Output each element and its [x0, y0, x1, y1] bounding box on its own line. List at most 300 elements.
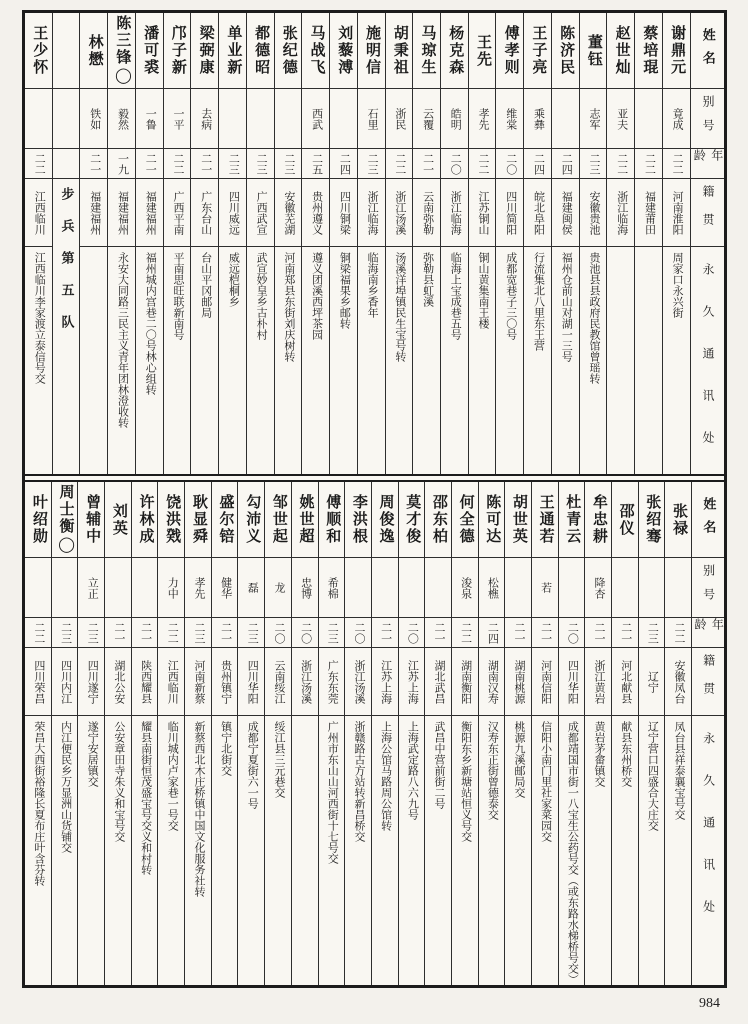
native-cell	[25, 648, 51, 716]
entry-age: 二一	[619, 621, 632, 644]
name-cell	[212, 482, 238, 558]
entry-age: 二三	[246, 621, 259, 644]
entry-alias: 松樵	[486, 576, 499, 599]
entry-age: 二一	[379, 621, 392, 644]
alias-cell	[319, 558, 345, 618]
name-cell	[505, 482, 531, 558]
age-cell	[552, 149, 579, 179]
native-cell	[505, 648, 531, 716]
entry-age: 二三	[646, 621, 659, 644]
age-cell	[164, 149, 191, 179]
entry-alias: 健华	[219, 576, 232, 599]
entry-native: 贵州镇宁	[219, 659, 232, 704]
registry-entry-column	[79, 13, 107, 474]
entry-address: 镇宁北街交	[219, 721, 232, 776]
entry-age: 二四	[338, 152, 351, 175]
entry-name: 马战飞	[308, 25, 325, 76]
entry-native: 广东台山	[199, 190, 212, 235]
entry-native: 浙江汤溪	[299, 659, 312, 704]
address-cell	[469, 247, 496, 474]
alias-cell	[52, 558, 78, 618]
entry-address: 新蔡西北木庄桥镇中国文化服务社转	[192, 721, 205, 897]
registry-entry-column	[329, 13, 357, 474]
age-cell	[607, 149, 634, 179]
address-cell	[372, 716, 398, 985]
entry-native: 浙江黄岩	[593, 659, 606, 704]
entry-name: 王少怀	[31, 25, 48, 76]
address-cell	[164, 247, 191, 474]
alias-cell	[665, 558, 691, 618]
entry-native: 四川荣昌	[32, 659, 45, 704]
registry-entry-column	[51, 482, 78, 985]
address-cell	[612, 716, 638, 985]
native-cell	[399, 648, 425, 716]
entry-alias: 忠博	[299, 576, 312, 599]
alias-cell	[413, 89, 440, 149]
age-cell	[559, 618, 585, 648]
entry-name: 傅顺和	[324, 494, 341, 545]
name-cell	[559, 482, 585, 558]
entry-age: 二二	[393, 152, 406, 175]
entry-native: 河北献县	[619, 659, 632, 704]
native-cell	[413, 179, 440, 247]
alias-cell	[25, 89, 52, 149]
entry-address: 行流集北八里东王营	[532, 252, 545, 351]
entry-age: 二一	[112, 621, 125, 644]
entry-alias: 志军	[587, 107, 600, 130]
address-cell	[639, 716, 665, 985]
entry-name: 勾沛义	[244, 494, 261, 545]
alias-cell	[302, 89, 329, 149]
name-cell	[105, 482, 131, 558]
registry-entry-column	[584, 482, 611, 985]
entry-alias: 浚泉	[459, 576, 472, 599]
entry-alias: 亚夫	[615, 107, 628, 130]
registry-entry-column	[523, 13, 551, 474]
entry-name: 耿显舜	[190, 494, 207, 545]
registry-entry-column	[504, 482, 531, 985]
entry-native: 浙江临海	[615, 190, 628, 235]
native-cell	[469, 179, 496, 247]
address-cell	[452, 716, 478, 985]
entry-age: 二三	[192, 621, 205, 644]
header-age-label: 年龄	[692, 149, 724, 167]
address-cell	[265, 716, 291, 985]
native-cell	[185, 648, 211, 716]
native-cell	[212, 648, 238, 716]
address-cell	[105, 716, 131, 985]
name-cell	[185, 482, 211, 558]
name-cell	[275, 13, 302, 89]
entry-alias: 西武	[310, 107, 323, 130]
entry-name: 傅孝则	[502, 25, 519, 76]
entry-name: 莫才俊	[404, 494, 421, 545]
registry-entry-column	[531, 482, 558, 985]
entry-address: 台山平冈邮局	[199, 252, 212, 318]
name-cell	[524, 13, 551, 89]
name-cell	[136, 13, 163, 89]
entry-native: 辽宁	[646, 670, 659, 693]
registry-entry-column	[301, 13, 329, 474]
age-cell	[108, 149, 135, 179]
native-cell	[191, 179, 218, 247]
name-cell	[330, 13, 357, 89]
entry-address: 平南思旺联新南号	[171, 252, 184, 340]
name-cell	[399, 482, 425, 558]
address-cell	[247, 247, 274, 474]
registry-entry-column	[558, 482, 585, 985]
native-cell	[105, 648, 131, 716]
header-address-label: 永久通讯处	[701, 732, 716, 942]
entry-address: 荣昌大西街裕隆长夏布庄叶含芬转	[32, 721, 45, 886]
entry-name: 曾辅中	[84, 494, 101, 545]
alias-cell	[25, 558, 51, 618]
name-cell	[302, 13, 329, 89]
name-cell	[639, 482, 665, 558]
native-cell	[663, 179, 690, 247]
address-cell	[607, 247, 634, 474]
age-cell	[399, 618, 425, 648]
alias-cell	[663, 89, 690, 149]
entry-address: 黄岩茅畲镇交	[593, 721, 606, 787]
entry-address: 内江便民乡万显洲山货铺交	[59, 721, 72, 853]
alias-cell	[191, 89, 218, 149]
entry-name: 盛尔锫	[217, 494, 234, 545]
alias-cell	[559, 558, 585, 618]
registry-entry-column	[157, 482, 184, 985]
entry-native: 广东东莞	[326, 659, 339, 704]
name-cell	[78, 482, 104, 558]
header-address-cell	[691, 247, 724, 474]
alias-cell	[292, 558, 318, 618]
age-cell	[532, 618, 558, 648]
entry-unit: 步兵第五队	[59, 187, 75, 347]
entry-address: 周家口永兴街	[671, 252, 684, 318]
address-cell	[238, 716, 264, 985]
entry-address: 铜山黄集南王楼	[477, 252, 490, 329]
alias-cell	[452, 558, 478, 618]
header-age-cell	[692, 618, 724, 648]
entry-name: 王子亮	[530, 25, 547, 76]
age-cell	[358, 149, 385, 179]
address-cell	[399, 716, 425, 985]
entry-age: 二一	[219, 621, 232, 644]
entry-alias: 降杏	[593, 576, 606, 599]
native-cell	[345, 648, 371, 716]
entry-alias: 一平	[171, 107, 184, 130]
entry-name: 张禄	[670, 502, 687, 537]
age-cell	[496, 149, 523, 179]
native-cell	[319, 648, 345, 716]
alias-cell	[78, 558, 104, 618]
native-cell	[639, 648, 665, 716]
entry-age: 二二	[166, 621, 179, 644]
entry-age: 二二	[171, 152, 184, 175]
name-cell	[452, 482, 478, 558]
entry-alias: 孝先	[192, 576, 205, 599]
entry-age: 二一	[513, 621, 525, 644]
entry-name: 邝子新	[169, 25, 186, 76]
registry-entry-column	[163, 13, 191, 474]
registry-entry-column	[344, 482, 371, 985]
address-cell	[212, 716, 238, 985]
registry-entry-column	[237, 482, 264, 985]
address-cell	[663, 247, 690, 474]
entry-age: 二二	[477, 152, 490, 175]
native-cell	[580, 179, 607, 247]
header-column	[690, 13, 724, 474]
entry-address: 汉寿东正街曾德泰交	[486, 721, 499, 820]
entry-age: 二一	[88, 152, 101, 175]
entry-age: 二〇	[272, 621, 285, 644]
entry-native: 福建闽侯	[560, 190, 573, 235]
entry-native: 四川威远	[227, 190, 240, 235]
registry-entry-column	[664, 482, 691, 985]
entry-name: 梁弼康	[197, 25, 214, 76]
name-cell	[238, 482, 264, 558]
entry-alias: 希棉	[326, 576, 339, 599]
address-cell	[345, 716, 371, 985]
address-cell	[78, 716, 104, 985]
address-cell	[552, 247, 579, 474]
registry-entry-column	[264, 482, 291, 985]
entry-age: 二三	[86, 621, 99, 644]
registry-table-top	[25, 13, 724, 476]
entry-address: 临海上宝成巷五号	[449, 252, 462, 340]
entry-age: 二二	[33, 152, 46, 175]
address-cell	[108, 247, 135, 474]
name-cell	[25, 13, 52, 89]
native-cell	[80, 179, 107, 247]
entry-name: 赵世灿	[613, 25, 630, 76]
native-cell	[607, 179, 634, 247]
address-cell	[219, 247, 246, 474]
name-cell	[372, 482, 398, 558]
header-native-cell	[692, 648, 724, 716]
entry-name: 谢鼎元	[669, 25, 686, 76]
age-cell	[191, 149, 218, 179]
address-cell	[524, 247, 551, 474]
entry-age: 二三	[255, 152, 268, 175]
entry-name: 杨克森	[447, 25, 464, 76]
entry-native: 湖南桃源	[513, 659, 525, 704]
entry-native: 浙江临海	[449, 190, 462, 235]
native-cell	[372, 648, 398, 716]
alias-cell	[585, 558, 611, 618]
entry-age: 二四	[532, 152, 545, 175]
entry-native: 四川铜梁	[338, 190, 351, 235]
entry-address: 上海公馆马路周公馆转	[379, 721, 392, 831]
registry-entry-column	[638, 482, 665, 985]
entry-name: 李洪根	[350, 494, 367, 545]
alias-cell	[635, 89, 662, 149]
entry-alias: 毅然	[116, 107, 129, 130]
entry-native: 福建福州	[88, 190, 101, 235]
registry-entry-column	[357, 13, 385, 474]
entry-native: 广西平南	[171, 190, 184, 235]
alias-cell	[479, 558, 505, 618]
entry-age: 二一	[139, 621, 152, 644]
registry-entry-column	[579, 13, 607, 474]
entry-name: 张绍骞	[644, 494, 661, 545]
entry-native: 浙江临海	[366, 190, 379, 235]
entry-age: 二〇	[504, 152, 517, 175]
entry-alias: 孝先	[477, 107, 490, 130]
alias-cell	[105, 558, 131, 618]
alias-cell	[53, 89, 80, 149]
entry-name: 陈济民	[558, 25, 575, 76]
address-cell	[191, 247, 218, 474]
entry-address: 凤台县祥泰襄宝号交	[673, 721, 686, 820]
entry-native: 安徽芜湖	[282, 190, 295, 235]
entry-age: 二三	[59, 621, 72, 644]
entry-address: 上海武定路八六九号	[406, 721, 419, 820]
address-cell	[80, 247, 107, 474]
registry-entry-column	[246, 13, 274, 474]
alias-cell	[345, 558, 371, 618]
entry-address: 公安章田寺朱义和宝号交	[112, 721, 125, 842]
entry-name: 邹世起	[270, 494, 287, 545]
entry-age: 二〇	[352, 621, 365, 644]
entry-name: 刘藜溥	[336, 25, 353, 76]
age-cell	[292, 618, 318, 648]
name-cell	[358, 13, 385, 89]
alias-cell	[425, 558, 451, 618]
age-cell	[25, 618, 51, 648]
entry-address: 广州市东山山河西街十七号交	[326, 721, 339, 864]
entry-native: 四川华阳	[246, 659, 259, 704]
entry-name: 董钰	[585, 33, 602, 68]
entry-alias: 一鲁	[144, 107, 157, 130]
entry-alias: 磊	[246, 582, 259, 593]
address-cell	[425, 716, 451, 985]
age-cell	[386, 149, 413, 179]
age-cell	[25, 149, 52, 179]
entry-address: 浙赣路古方站转新昌桥交	[352, 721, 365, 842]
unit-cell	[53, 179, 80, 474]
address-cell	[132, 716, 158, 985]
entry-address: 武昌中营前街二号	[432, 721, 445, 809]
native-cell	[635, 179, 662, 247]
address-cell	[479, 716, 505, 985]
entry-age: 二三	[326, 621, 339, 644]
entry-age: 二一	[199, 152, 212, 175]
alias-cell	[275, 89, 302, 149]
registry-entry-column	[385, 13, 413, 474]
registry-entry-column	[440, 13, 468, 474]
native-cell	[265, 648, 291, 716]
entry-address: 桃源九溪邮局交	[513, 721, 525, 798]
alias-cell	[108, 89, 135, 149]
registry-entry-column	[551, 13, 579, 474]
age-cell	[452, 618, 478, 648]
address-cell	[358, 247, 385, 474]
entry-name: 胡秉祖	[391, 25, 408, 76]
header-name-label: 姓名	[701, 496, 717, 543]
registry-entry-column	[424, 482, 451, 985]
age-cell	[78, 618, 104, 648]
entry-address: 弥勒县虹溪	[421, 252, 434, 307]
registry-entry-column	[25, 13, 52, 474]
registry-entry-column	[274, 13, 302, 474]
entry-name: 马琼生	[419, 25, 436, 76]
address-cell	[505, 716, 531, 985]
name-cell	[386, 13, 413, 89]
native-cell	[612, 648, 638, 716]
entry-name: 王先	[474, 33, 491, 68]
age-cell	[505, 618, 531, 648]
entry-native: 四川内江	[59, 659, 72, 704]
alias-cell	[219, 89, 246, 149]
native-cell	[219, 179, 246, 247]
entry-age: 二一	[144, 152, 157, 175]
entry-name: 何全德	[457, 494, 474, 545]
unit-divider-column	[52, 13, 80, 474]
entry-alias: 去病	[199, 107, 212, 130]
header-alias-cell	[691, 89, 724, 149]
entry-native: 四川简阳	[504, 190, 517, 235]
header-column	[691, 482, 724, 985]
name-cell	[247, 13, 274, 89]
age-cell	[665, 618, 691, 648]
entry-address: 汤溪洋埠镇民生宝号转	[393, 252, 406, 362]
native-cell	[552, 179, 579, 247]
page-number: 984	[699, 996, 720, 1011]
alias-cell	[639, 558, 665, 618]
alias-cell	[136, 89, 163, 149]
alias-cell	[132, 558, 158, 618]
address-cell	[413, 247, 440, 474]
age-cell	[53, 149, 80, 179]
entry-age: 二二	[671, 152, 684, 175]
entry-age: 二一	[432, 621, 445, 644]
entry-address: 福州城内宫巷二〇号林心组转	[144, 252, 157, 395]
entry-age: 一九	[116, 152, 129, 175]
alias-cell	[532, 558, 558, 618]
entry-age: 二一	[593, 621, 606, 644]
entry-age: 二四	[560, 152, 573, 175]
address-cell	[25, 247, 52, 474]
address-cell	[158, 716, 184, 985]
native-cell	[238, 648, 264, 716]
entry-age: 二二	[673, 621, 686, 644]
alias-cell	[607, 89, 634, 149]
entry-address: 贵池县县政府民教馆曾瑶转	[587, 252, 600, 384]
alias-cell	[80, 89, 107, 149]
entry-age: 二二	[615, 152, 628, 175]
native-cell	[292, 648, 318, 716]
entry-age: 二一	[539, 621, 552, 644]
alias-cell	[247, 89, 274, 149]
name-cell	[479, 482, 505, 558]
name-cell	[158, 482, 184, 558]
age-cell	[612, 618, 638, 648]
native-cell	[52, 648, 78, 716]
address-cell	[635, 247, 662, 474]
registry-entry-column	[77, 482, 104, 985]
entry-name: 都德昭	[253, 25, 270, 76]
entry-age: 二〇	[406, 621, 419, 644]
entry-native: 浙江汤溪	[393, 190, 406, 235]
entry-alias: 立正	[86, 576, 99, 599]
entry-age: 二三	[587, 152, 600, 175]
entry-address: 绥江县三元巷交	[272, 721, 285, 798]
entry-name: 王通若	[537, 494, 554, 545]
entry-name: 刘英	[110, 502, 127, 537]
header-alias-label: 别号	[701, 563, 716, 612]
entry-name: 蔡培琨	[641, 25, 658, 76]
entry-native: 江西临川	[166, 659, 179, 704]
